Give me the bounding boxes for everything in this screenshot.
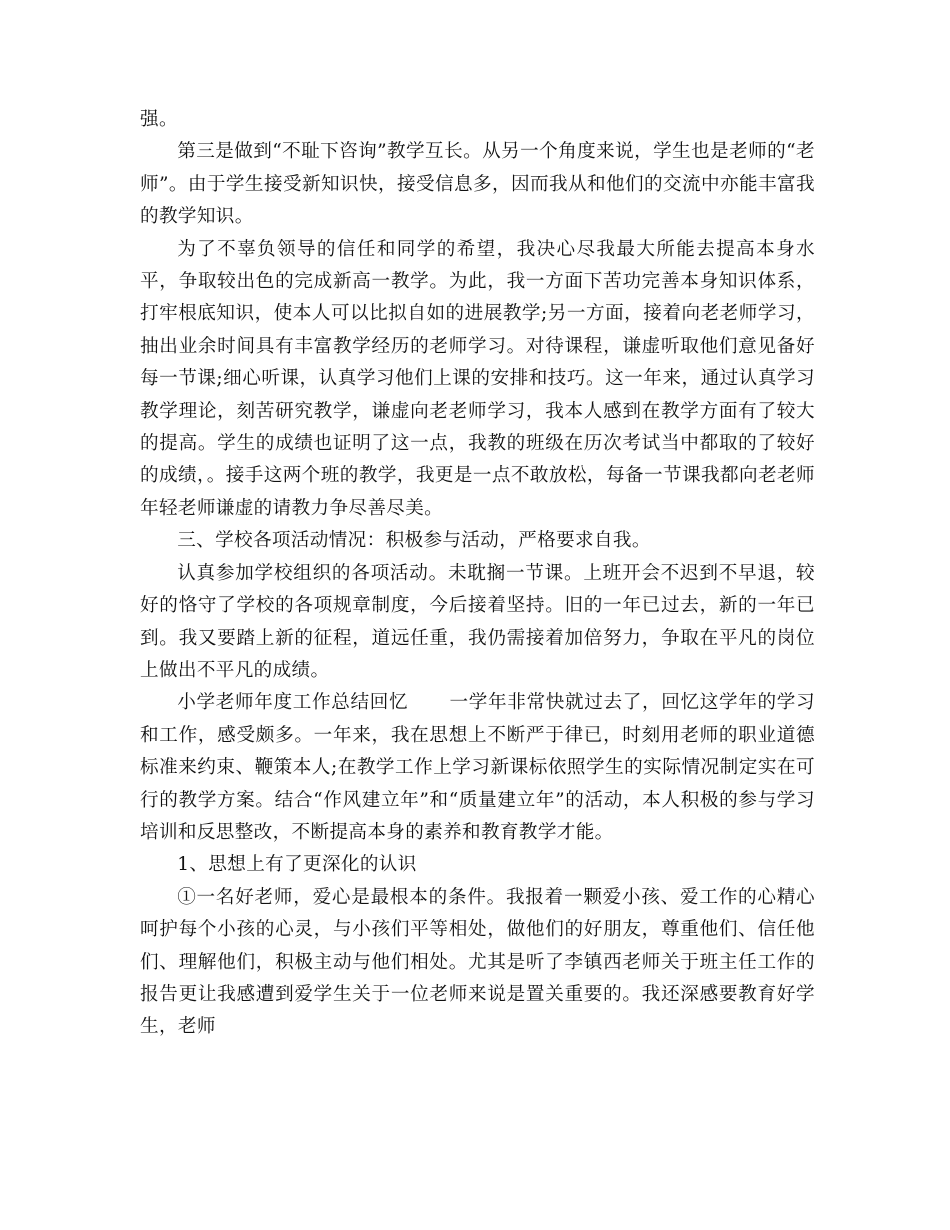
paragraph-2: 第三是做到“不耻下咨询”教学互长。从另一个角度来说，学生也是老师的“老师”。由于学生接受新知识快，接受信息多，因而我从和他们的交流中亦能丰富我的教学知识。 — [140, 141, 815, 228]
paragraph-5: 认真参加学校组织的各项活动。未耽搁一节课。上班开会不迟到不早退，较好的恪守了学校的各项规章制度，今后接着坚持。旧的一年已过去，新的一年已到。我又要踏上新的征程，道远任重，我仍需接着加倍努力，争取在平凡的岗位上做出不平凡的成绩。 — [140, 562, 815, 681]
document-page — [140, 104, 815, 1044]
paragraph-3: 为了不辜负领导的信任和同学的希望，我决心尽我最大所能去提高本身水平，争取较出色的完成新高一教学。为此，我一方面下苦功完善本身知识体系，打牢根底知识，使本人可以比拟自如的进展教学;另一方面，接着向老老师学习，抽出业余时间具有丰富教学经历的老师学习。对待课程，谦虚听取他们意见备好每一节课;细心听课，认真学习他们上课的安排和技巧。这一年来，通过认真学习教学理论，刻苦研究教学，谦虚向老老师学习，我本人感到在教学方面有了较大的提高。学生的成绩也证明了这一点，我教的班级在历次考试当中都取的了较好的成绩，。接手这两个班的教学，我更是一点不敢放松，每备一节课我都向老老师年轻老师谦虚的请教力争尽善尽美。 — [140, 238, 815, 519]
paragraph-1: 强。 — [140, 109, 178, 130]
paragraph-8: ①一名好老师，爱心是最根本的条件。我报着一颗爱小孩、爱工作的心精心呵护每个小孩的心灵，与小孩们平等相处，做他们的好朋友，尊重他们、信任他们、理解他们，积极主动与他们相处。尤其是听了李镇西老师关于班主任工作的报告更让我感遭到爱学生关于一位老师来说是置关重要的。我还深感要教育好学生，老师 — [140, 886, 815, 1038]
section-heading-thought: 1、思想上有了更深化的认识 — [177, 854, 417, 876]
inline-title: 小学老师年度工作总结回忆 — [177, 692, 409, 714]
paragraph-6-body: 一学年非常快就过去了，回忆这学年的学习和工作，感受颇多。一年来，我在思想上不断严于律已，时刻用老师的职业道德标准来约束、鞭策本人;在教学工作上学习新课标依照学生的实际情况制定实在可行的教学方案。结合“作风建立年”和“质量建立年”的活动，本人积极的参与学习培训和反思整改，不断提高本身的素养和教育教学才能。 — [140, 692, 815, 843]
section-heading-school-activities: 三、学校各项活动情况：积极参与活动，严格要求自我。 — [177, 530, 651, 552]
paragraph-6 — [140, 687, 815, 849]
